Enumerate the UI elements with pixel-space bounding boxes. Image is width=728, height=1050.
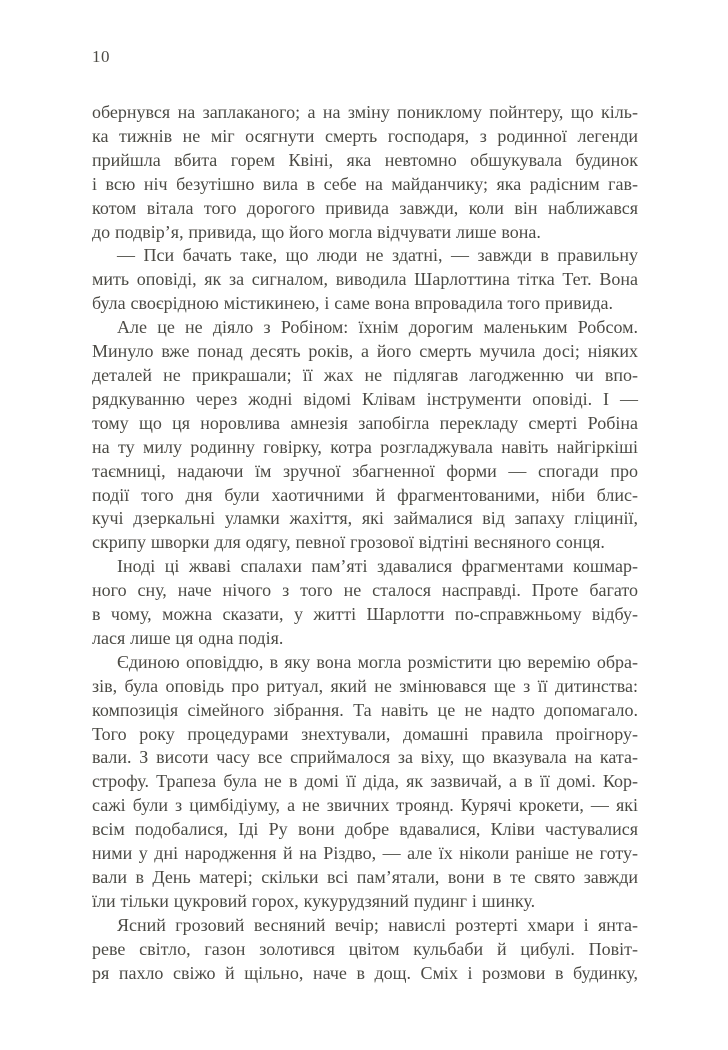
text-line: їли тільки цукровий горох, кукурудзяний пудинг і шинку. xyxy=(92,890,536,911)
text-line: вали в День матері; скільки всі пам’ятали, вони в те свято завжди xyxy=(92,867,638,887)
text-line: строфу. Трапеза була не в домі її діда, як зазвичай, а в її домі. Кор- xyxy=(92,771,638,792)
text-line: рядкуванню через жодні відомі Клівам інструменти оповіді. І — xyxy=(92,388,638,409)
text-line: ка тижнів не міг осягнути смерть господаря, з родинної легенди xyxy=(92,125,638,146)
text-line: зів, була оповідь про ритуал, який не змінювався ще з її дитинства: xyxy=(92,675,638,696)
text-line: Минуло вже понад десять років, а його смерть мучила досі; ніяких xyxy=(92,341,638,362)
text-line: була своєрідною містикинею, і саме вона впровадила того привида. xyxy=(92,293,614,314)
paragraph xyxy=(92,316,638,555)
text-line: тому що ця норовлива амнезія запобігла перекладу смерті Робіна xyxy=(92,412,638,433)
paragraph xyxy=(92,555,638,651)
text-line: Єдиною оповіддю, в яку вона могла розмістити цю веремію обра- xyxy=(117,651,638,672)
text-line: ними у дні народження й на Різдво, — але їх ніколи раніше не готу- xyxy=(92,843,638,864)
text-line: ного сну, наче нічого з того не сталося насправді. Проте багато xyxy=(92,580,638,601)
text-line: таємниці, надаючи їм зручної збагненної форми — спогади про xyxy=(92,460,638,481)
text-line: — Пси бачать таке, що люди не здатні, — завжди в правильну xyxy=(117,245,638,266)
text-line: Іноді ці жваві спалахи пам’яті здавалися фрагментами кошмар- xyxy=(117,556,638,577)
text-line: в чому, можна сказати, у житті Шарлотти по-справжньому відбу- xyxy=(92,604,638,625)
text-line: кучі дзеркальні уламки жахіття, які займалися від запаху гліцинії, xyxy=(92,508,638,529)
paragraph xyxy=(92,651,638,914)
text-line: всім подобалися, Іді Ру вони добре вдавалися, Кліви частувалися xyxy=(92,819,638,840)
paragraph xyxy=(92,101,638,244)
text-line: котом вітала того дорогого привида завжди, коли він наближався xyxy=(92,197,638,218)
text-line: ря пахло свіжо й щільно, наче в дощ. Сміх і розмови в будинку, xyxy=(92,962,638,983)
page-number: 10 xyxy=(92,47,110,66)
text-line: до подвір’я, привида, що його могла відчувати лише вона. xyxy=(92,221,541,242)
text-line: мить оповіді, як за сигналом, виводила Шарлоттина тітка Тет. Вона xyxy=(92,269,638,290)
text-line: скрипу шворки для одягу, певної грозової відтіні весняного сонця. xyxy=(92,532,605,553)
paragraph xyxy=(92,244,638,316)
text-line: лася лише ця одна подія. xyxy=(92,627,284,648)
text-line: сажі були з цимбідіуму, а не звичних троянд. Курячі крокети, — які xyxy=(92,795,638,816)
text-line: вали. З висоти часу все сприймалося за віху, що вказувала на ката- xyxy=(92,747,638,768)
text-line: Того року процедурами знехтували, домашні правила проігнору- xyxy=(92,723,638,744)
text-line: деталей не прикрашали; її жах не підлягав лагодженню чи впо- xyxy=(92,364,638,385)
text-line: реве світло, газон золотився цвітом кульбаби й цибулі. Повіт- xyxy=(92,938,638,959)
text-line: на ту милу родинну говірку, котра розгладжувала навіть найгіркіші xyxy=(92,436,638,457)
text-line: події того дня були хаотичними й фрагментованими, ніби блис- xyxy=(92,484,638,505)
text-line: Ясний грозовий весняний вечір; навислі розтерті хмари і янта- xyxy=(117,914,638,935)
text-line: Але це не діяло з Робіном: їхнім дорогим маленьким Робсом. xyxy=(117,317,638,338)
page-text xyxy=(92,101,638,986)
text-line: композиція сімейного зібрання. Та навіть це не надто допомагало. xyxy=(92,699,638,720)
text-line: прийшла вбита горем Квіні, яка невтомно обшукувала будинок xyxy=(92,149,638,170)
paragraph xyxy=(92,914,638,986)
text-line: і всю ніч безутішно вила в себе на майданчику; яка радісним гав- xyxy=(92,173,638,194)
text-line: обернувся на заплаканого; а на зміну пониклому пойнтеру, що кіль- xyxy=(92,102,638,122)
